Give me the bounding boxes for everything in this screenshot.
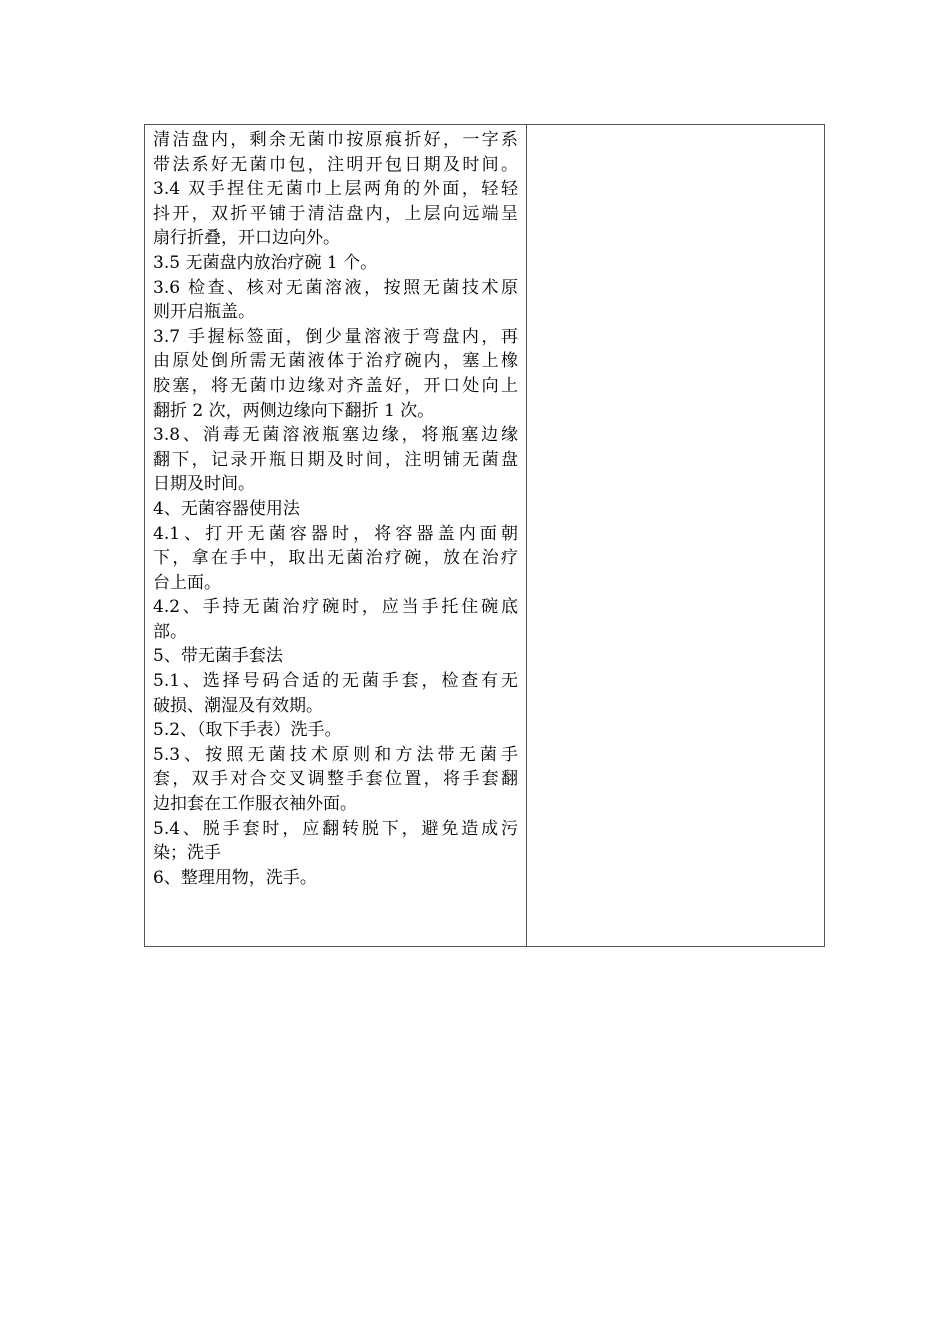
notes-cell <box>527 125 824 946</box>
text-line: 5.4、脱手套时，应翻转脱下，避免造成污 <box>153 818 518 839</box>
text-line: 5.3、按照无菌技术原则和方法带无菌手 <box>153 744 518 765</box>
procedure-steps-cell <box>145 125 527 946</box>
text-line: 破损、潮湿及有效期。 <box>153 695 323 716</box>
text-line: 翻下，记录开瓶日期及时间，注明铺无菌盘 <box>153 449 518 470</box>
text-line: 5、带无菌手套法 <box>153 646 283 667</box>
procedure-table <box>144 124 825 947</box>
text-line: 5.2、（取下手表）洗手。 <box>153 720 342 741</box>
text-line: 6、整理用物，洗手。 <box>153 867 317 888</box>
text-line: 3.7 手握标签面，倒少量溶液于弯盘内，再 <box>153 326 518 347</box>
text-line: 则开启瓶盖。 <box>153 302 255 323</box>
text-line: 3.8、消毒无菌溶液瓶塞边缘，将瓶塞边缘 <box>153 425 518 446</box>
text-line: 由原处倒所需无菌液体于治疗碗内，塞上橡 <box>153 351 518 372</box>
text-line: 套，双手对合交叉调整手套位置，将手套翻 <box>153 769 518 790</box>
text-line: 染；洗手 <box>153 843 221 864</box>
text-line: 4.1、打开无菌容器时，将容器盖内面朝 <box>153 523 518 544</box>
text-line: 部。 <box>153 621 187 642</box>
text-line: 带法系好无菌巾包，注明开包日期及时间。 <box>153 154 518 175</box>
text-line: 边扣套在工作服衣袖外面。 <box>153 794 357 815</box>
text-line: 日期及时间。 <box>153 474 255 495</box>
text-line: 5.1、选择号码合适的无菌手套，检查有无 <box>153 671 518 692</box>
text-line: 3.4 双手捏住无菌巾上层两角的外面，轻轻 <box>153 179 518 200</box>
text-line: 3.5 无菌盘内放治疗碗 1 个。 <box>153 252 378 273</box>
text-line: 3.6 检查、核对无菌溶液，按照无菌技术原 <box>153 277 518 298</box>
text-line: 下，拿在手中，取出无菌治疗碗，放在治疗 <box>153 548 518 569</box>
text-line: 4.2、手持无菌治疗碗时，应当手托住碗底 <box>153 597 518 618</box>
text-line: 4、无菌容器使用法 <box>153 498 300 519</box>
text-line: 抖开，双折平铺于清洁盘内，上层向远端呈 <box>153 203 518 224</box>
text-line: 胶塞，将无菌巾边缘对齐盖好，开口处向上 <box>153 375 518 396</box>
text-line: 台上面。 <box>153 572 221 593</box>
text-line: 清洁盘内，剩余无菌巾按原痕折好，一字系 <box>153 130 518 150</box>
text-line: 扇行折叠，开口边向外。 <box>153 228 340 249</box>
text-line: 翻折 2 次，两侧边缘向下翻折 1 次。 <box>153 400 435 421</box>
